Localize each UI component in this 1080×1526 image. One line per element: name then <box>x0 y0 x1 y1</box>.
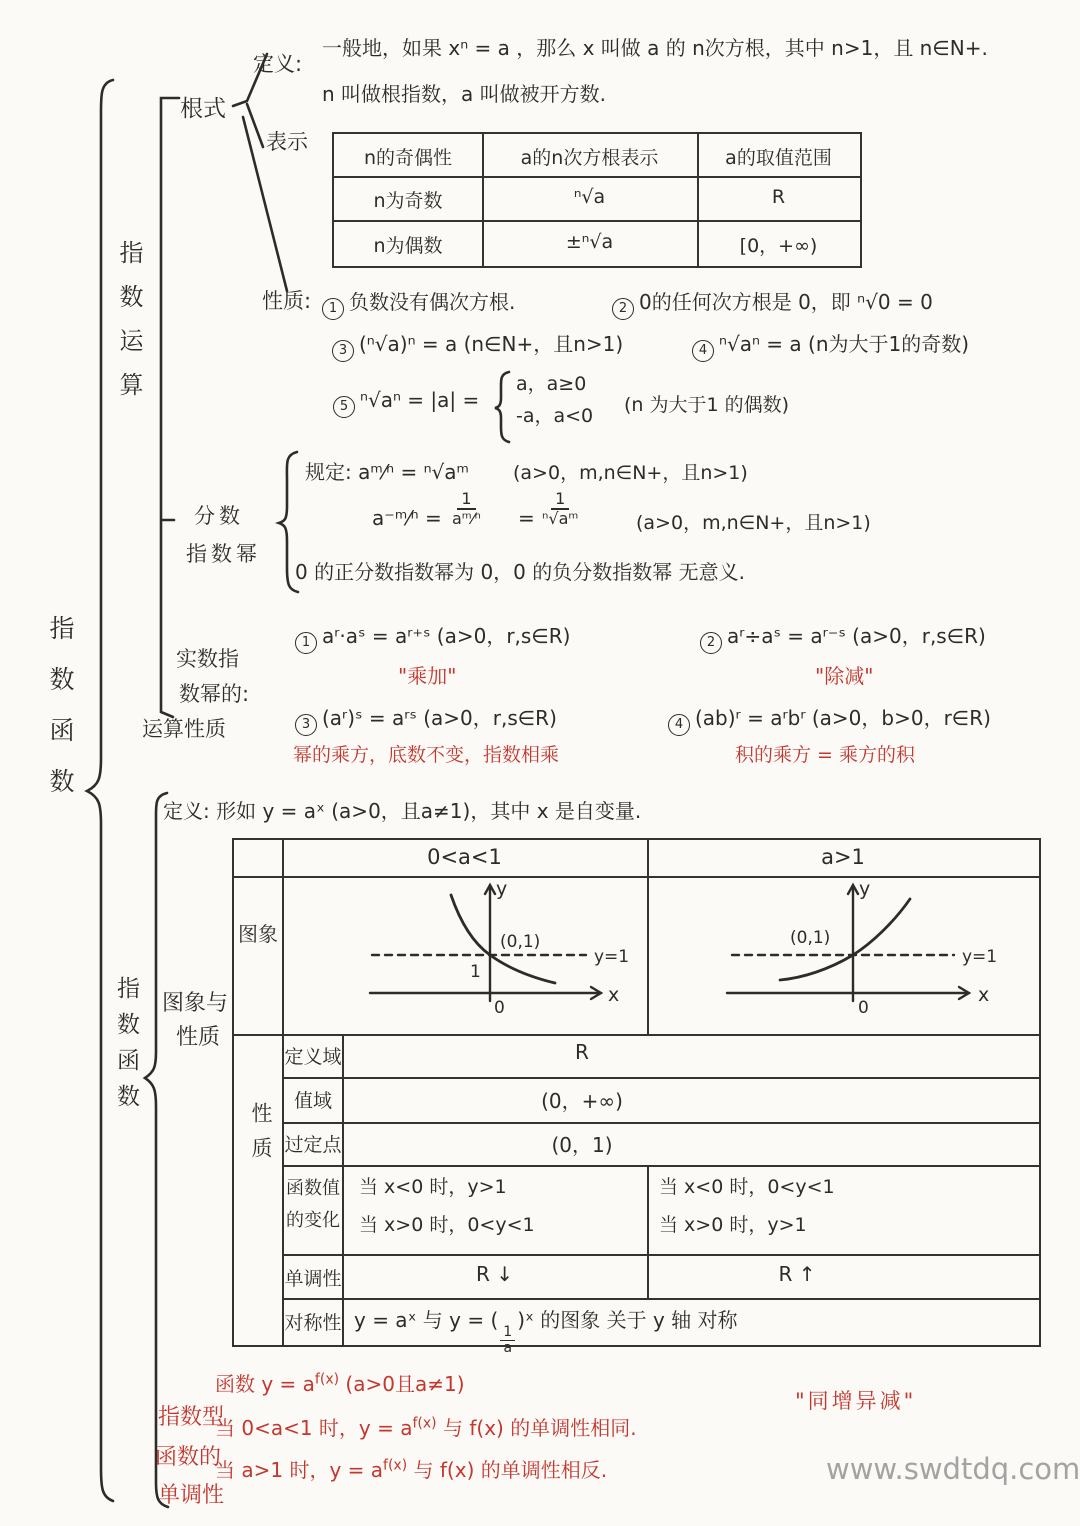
circled-number: 1 <box>295 632 317 654</box>
tick-1-label: 1 <box>470 962 481 982</box>
circled-number: 5 <box>333 396 355 418</box>
graph-decreasing-exponential <box>352 877 647 1030</box>
composite-function-line3: 当 a>1 时，$y = a^{f(x)}$ 与 f(x) 的单调性相反. <box>215 1457 608 1482</box>
circled-number: 3 <box>295 714 317 736</box>
real-power-rule-1-note: "乘加" <box>398 664 457 688</box>
composite-function-line2: 当 0<a<1 时，$y = a^{f(x)}$ 与 f(x) 的单调性相同. <box>215 1415 637 1440</box>
graph-increasing-exponential <box>702 877 1037 1030</box>
radical-table-cell: n为偶数 <box>373 235 443 257</box>
node-graph-and-properties-line1: 图象与 <box>162 991 229 1016</box>
radical-table-header-notation: a的n次方根表示 <box>520 147 659 169</box>
property-5-note: (n 为大于1 的偶数) <box>624 394 790 416</box>
superscript-fx: f(x) <box>314 1371 340 1388</box>
row-label-domain: 定义域 <box>284 1046 342 1068</box>
root-brace <box>87 80 113 1501</box>
fractional-rule-1-condition: (a>0，m,n∈N+，且n>1) <box>513 462 748 484</box>
node-real-power-line2: 数幂的: <box>179 682 250 706</box>
radical-properties-label: 性质: <box>262 289 312 313</box>
property-5-cases <box>516 368 593 433</box>
fractional-rule-1: 规定: aᵐ⁄ⁿ = ⁿ√aᵐ <box>305 460 470 484</box>
radical-table <box>332 132 862 268</box>
branch-exponential-function: 指数函数 <box>113 976 139 1120</box>
radical-table-cell: [0，+∞) <box>739 235 818 257</box>
exponent-ops-bracket <box>161 98 179 717</box>
fractional-zero-rule: 0 的正分数指数幂为 0，0 的负分数指数幂 无意义. <box>295 560 745 584</box>
circled-number: 1 <box>322 298 344 320</box>
origin-label: 0 <box>858 998 869 1018</box>
property-3: 3 (ⁿ√a)ⁿ = a (n∈N+，且n>1) <box>332 328 623 362</box>
y-axis-label: y <box>859 878 871 900</box>
node-exp-type-monotonicity-line2: 函数的 <box>155 1445 222 1470</box>
exp-function-table <box>232 838 1041 1357</box>
radical-table-cell: R <box>771 186 786 208</box>
value-change-right-line1: 当 x<0 时，0<y<1 <box>659 1176 835 1198</box>
point-0-1-label: (0,1) <box>500 932 541 952</box>
origin-label: 0 <box>494 998 505 1018</box>
root-title: 指数函数 <box>46 615 75 819</box>
column-header-0a1: 0<a<1 <box>427 845 502 869</box>
exp-function-definition: 定义: 形如 y = aˣ (a>0，且a≠1)，其中 x 是自变量. <box>163 799 642 823</box>
node-fractional-power-line2: 指数幂 <box>186 542 261 566</box>
cases-brace <box>495 372 509 442</box>
column-header-a1: a>1 <box>821 845 865 869</box>
fraction-one-over-nth-root: $\frac{1}{\text{ⁿ√aᵐ}}$ <box>542 489 579 529</box>
node-exp-type-monotonicity-line3: 单调性 <box>158 1483 225 1508</box>
property-4: 4 ⁿ√aⁿ = a (n为大于1的奇数) <box>692 328 969 362</box>
value-symmetry: y = aˣ 与 y = ( $\frac{1}{a}$ )ˣ 的图象 关于 y 轴 对称 <box>354 1308 738 1357</box>
value-change-right-line2: 当 x>0 时，y>1 <box>659 1214 807 1236</box>
node-real-power-line1: 实数指 <box>176 647 239 671</box>
x-axis-label: x <box>608 984 620 1006</box>
real-power-rule-1: 1 aʳ·aˢ = aʳ⁺ˢ (a>0，r,s∈R) <box>295 620 570 654</box>
fractional-rule-2-lhs: a⁻ᵐ⁄ⁿ = <box>372 506 442 530</box>
point-0-1-label: (0,1) <box>790 928 831 948</box>
real-power-rule-3: 3 (aʳ)ˢ = aʳˢ (a>0，r,s∈R) <box>295 702 557 736</box>
radical-table-cell: ±ⁿ√a <box>565 231 614 253</box>
watermark: www.swdtdq.com <box>826 1452 1080 1486</box>
superscript-fx: f(x) <box>412 1415 437 1432</box>
composite-function-line1: 函数 $y = a^{f(x)}$ (a>0且a≠1) <box>215 1371 465 1396</box>
y-equals-1-label: y=1 <box>962 947 998 967</box>
value-change-left-line1: 当 x<0 时，y>1 <box>359 1176 507 1198</box>
y-equals-1-label: y=1 <box>594 947 630 967</box>
radical-table-header-range: a的取值范围 <box>725 147 832 169</box>
value-fixed-point: (0，1) <box>551 1133 613 1157</box>
real-power-rule-4: 4 (ab)ʳ = aʳbʳ (a>0，b>0，r∈R) <box>668 702 991 736</box>
value-monotonic-left: R ↓ <box>475 1262 513 1286</box>
x-axis-label: x <box>978 984 990 1006</box>
radical-notation-label: 表示 <box>266 130 308 154</box>
equals-sign: = <box>518 506 535 530</box>
mnemonic-note: "同增异减" <box>795 1389 917 1413</box>
fractional-rule-2-condition: (a>0，m,n∈N+，且n>1) <box>636 512 871 534</box>
radical-definition-line2: n 叫做根指数，a 叫做被开方数. <box>322 82 607 106</box>
case-negative: -a，a<0 <box>516 405 594 428</box>
real-power-rule-4-note: 积的乘方 = 乘方的积 <box>735 744 915 766</box>
row-label-value-change-line2: 的变化 <box>286 1210 340 1231</box>
circled-number: 4 <box>692 340 714 362</box>
property-5-lhs: 5 ⁿ√aⁿ = |a| = <box>333 388 479 418</box>
node-real-power-line3: 运算性质 <box>142 717 226 741</box>
row-label-range: 值域 <box>293 1090 332 1112</box>
real-power-rule-2: 2 aʳ÷aˢ = aʳ⁻ˢ (a>0，r,s∈R) <box>700 620 986 654</box>
row-label-fixed-point: 过定点 <box>284 1134 342 1156</box>
fraction-one-over-a: $\frac{1}{a}$ <box>500 1325 515 1357</box>
case-nonnegative: a，a≥0 <box>516 373 587 395</box>
circled-number: 2 <box>612 298 634 320</box>
value-domain: R <box>575 1040 589 1064</box>
radical-table-cell: n为奇数 <box>373 190 443 212</box>
value-range: (0，+∞) <box>541 1089 623 1113</box>
node-exp-type-monotonicity-line1: 指数型 <box>158 1405 225 1430</box>
node-radical: 根式 <box>180 96 226 122</box>
y-axis-label: y <box>496 878 508 900</box>
real-power-rule-3-note: 幂的乘方，底数不变，指数相乘 <box>293 744 560 766</box>
superscript-fx: f(x) <box>383 1457 408 1474</box>
circled-number: 4 <box>668 714 690 736</box>
value-monotonic-right: R ↑ <box>778 1262 816 1286</box>
real-power-rule-2-note: "除减" <box>815 664 874 688</box>
circled-number: 2 <box>700 632 722 654</box>
row-label-graph: 图象 <box>238 922 278 946</box>
radical-table-header-parity: n的奇偶性 <box>363 147 453 169</box>
property-1: 1 负数没有偶次方根. <box>322 286 515 320</box>
row-label-value-change-line1: 函数值 <box>286 1178 340 1199</box>
row-label-symmetry: 对称性 <box>284 1312 342 1334</box>
row-label-properties: 性质 <box>249 1102 273 1172</box>
branch-exponent-operations: 指数运算 <box>115 240 143 416</box>
value-change-left-line2: 当 x>0 时，0<y<1 <box>359 1214 535 1236</box>
fraction-one-over-a-mn: $\frac{1}{\text{aᵐ⁄ⁿ}}$ <box>452 489 481 529</box>
radical-table-cell: ⁿ√a <box>573 186 606 208</box>
radical-fork <box>233 54 287 291</box>
node-fractional-power-line1: 分数 <box>194 504 244 528</box>
radical-definition-line1: 一般地，如果 xⁿ = a ，那么 x 叫做 a 的 n次方根，其中 n>1，且 n∈N+. <box>322 36 988 60</box>
radical-definition-label: 定义: <box>253 52 303 76</box>
property-2: 2 0的任何次方根是 0，即 ⁿ√0 = 0 <box>612 286 933 320</box>
node-graph-and-properties-line2: 性质 <box>176 1025 221 1050</box>
row-label-monotonicity: 单调性 <box>284 1268 342 1290</box>
circled-number: 3 <box>332 340 354 362</box>
